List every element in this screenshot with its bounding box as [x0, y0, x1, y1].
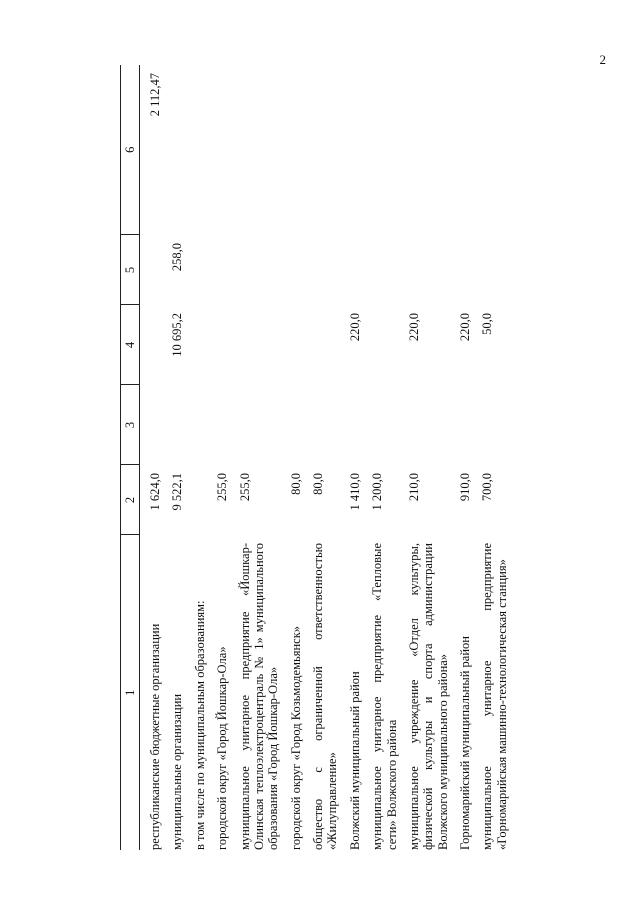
cell-col-3	[450, 385, 472, 465]
cell-col-5	[185, 235, 207, 305]
header-row	[121, 65, 140, 850]
cell-col-4	[140, 305, 163, 385]
table-row	[303, 65, 340, 850]
cell-col-4: 220,0	[458, 313, 472, 342]
cell-col-3	[207, 385, 229, 465]
cell-col-2: 910,0	[458, 473, 472, 502]
cell-col-5	[450, 235, 472, 305]
cell-col-4	[185, 305, 207, 385]
cell-col-5	[340, 235, 362, 305]
cell-col-5: 258,0	[170, 243, 185, 272]
row-name: муниципальное унитарное предприятие «Тепловые сети» Волжского района	[370, 543, 399, 850]
cell-col-3	[185, 385, 207, 465]
cell-col-3	[140, 385, 163, 465]
cell-col-3	[303, 385, 340, 465]
cell-col-3	[340, 385, 362, 465]
cell-col-4	[362, 305, 399, 385]
cell-col-5	[472, 235, 509, 305]
header-col-3: 3	[121, 385, 140, 465]
table-row	[472, 65, 509, 850]
cell-col-6	[362, 65, 399, 235]
row-name: Горномарийский муниципальный район	[458, 636, 472, 850]
cell-col-2: 9 522,1	[170, 473, 185, 511]
cell-col-6	[207, 65, 229, 235]
cell-col-4: 10 695,2	[170, 313, 185, 357]
cell-col-5	[207, 235, 229, 305]
cell-col-2: 700,0	[480, 473, 495, 502]
cell-col-5	[303, 235, 340, 305]
cell-col-6	[303, 65, 340, 235]
cell-col-4: 220,0	[406, 313, 421, 342]
cell-col-2: 1 624,0	[148, 473, 162, 511]
cell-col-2: 255,0	[237, 473, 252, 502]
table-row	[281, 65, 303, 850]
budget-table	[120, 65, 509, 850]
row-name: в том числе по муниципальным образованиям:	[192, 600, 207, 850]
table-row	[450, 65, 472, 850]
page-number: 2	[599, 52, 606, 67]
row-name: республиканские бюджетные организации	[148, 623, 162, 850]
cell-col-2: 1 410,0	[347, 473, 362, 511]
cell-col-6	[472, 65, 509, 235]
cell-col-4: 50,0	[480, 313, 495, 335]
table-row	[140, 65, 163, 850]
cell-col-6	[230, 65, 281, 235]
header-col-2: 2	[121, 465, 140, 535]
cell-col-6	[340, 65, 362, 235]
row-name: общество с ограниченной ответственностью «Жилуправление»	[311, 543, 340, 850]
row-name: городской округ «Город Йошкар-Ола»	[215, 646, 230, 850]
header-col-6: 6	[121, 65, 140, 235]
cell-col-3	[472, 385, 509, 465]
cell-col-2: 80,0	[288, 473, 303, 495]
cell-col-6	[450, 65, 472, 235]
cell-col-3	[162, 385, 184, 465]
cell-col-2: 255,0	[215, 473, 230, 502]
cell-col-4	[281, 305, 303, 385]
cell-col-3	[399, 385, 450, 465]
row-name: муниципальные организации	[170, 693, 185, 850]
cell-col-6: 2 112,47	[148, 73, 162, 117]
cell-col-6	[162, 65, 184, 235]
table-row	[207, 65, 229, 850]
cell-col-5	[362, 235, 399, 305]
cell-col-4	[230, 305, 281, 385]
cell-col-2: 80,0	[311, 473, 325, 495]
table-row	[230, 65, 281, 850]
row-name: муниципальное унитарное предприятие «Йошкар-Олинская теплоэлектроцентраль № 1» муниципального образования «Город Йошкар-Ола»	[237, 543, 281, 850]
cell-col-6	[399, 65, 450, 235]
header-col-5: 5	[121, 235, 140, 305]
cell-col-4: 220,0	[347, 313, 362, 342]
cell-col-5	[230, 235, 281, 305]
cell-col-2: 1 200,0	[370, 473, 385, 511]
table-row	[340, 65, 362, 850]
cell-col-2	[185, 465, 207, 535]
cell-col-5	[399, 235, 450, 305]
row-name: городской округ «Город Козьмодемьянск»	[288, 625, 303, 850]
table-wrapper	[120, 65, 605, 850]
table-row	[399, 65, 450, 850]
rotated-page-content	[120, 65, 509, 850]
cell-col-2: 210,0	[406, 473, 421, 502]
cell-col-6	[185, 65, 207, 235]
cell-col-5	[140, 235, 163, 305]
table-row	[162, 65, 184, 850]
cell-col-6	[281, 65, 303, 235]
cell-col-3	[230, 385, 281, 465]
table-row	[185, 65, 207, 850]
table-row	[362, 65, 399, 850]
row-name: Волжский муниципальный район	[347, 671, 362, 850]
cell-col-4	[303, 305, 340, 385]
cell-col-3	[281, 385, 303, 465]
header-col-1: 1	[121, 535, 140, 850]
row-name: муниципальное унитарное предприятие «Горномарийская машинно-технологическая станция»	[480, 543, 509, 850]
cell-col-5	[281, 235, 303, 305]
row-name: муниципальное учреждение «Отдел культуры, физической культуры и спорта администрации Волжского муниципального района»	[406, 543, 450, 850]
header-col-4: 4	[121, 305, 140, 385]
cell-col-3	[362, 385, 399, 465]
cell-col-4	[207, 305, 229, 385]
